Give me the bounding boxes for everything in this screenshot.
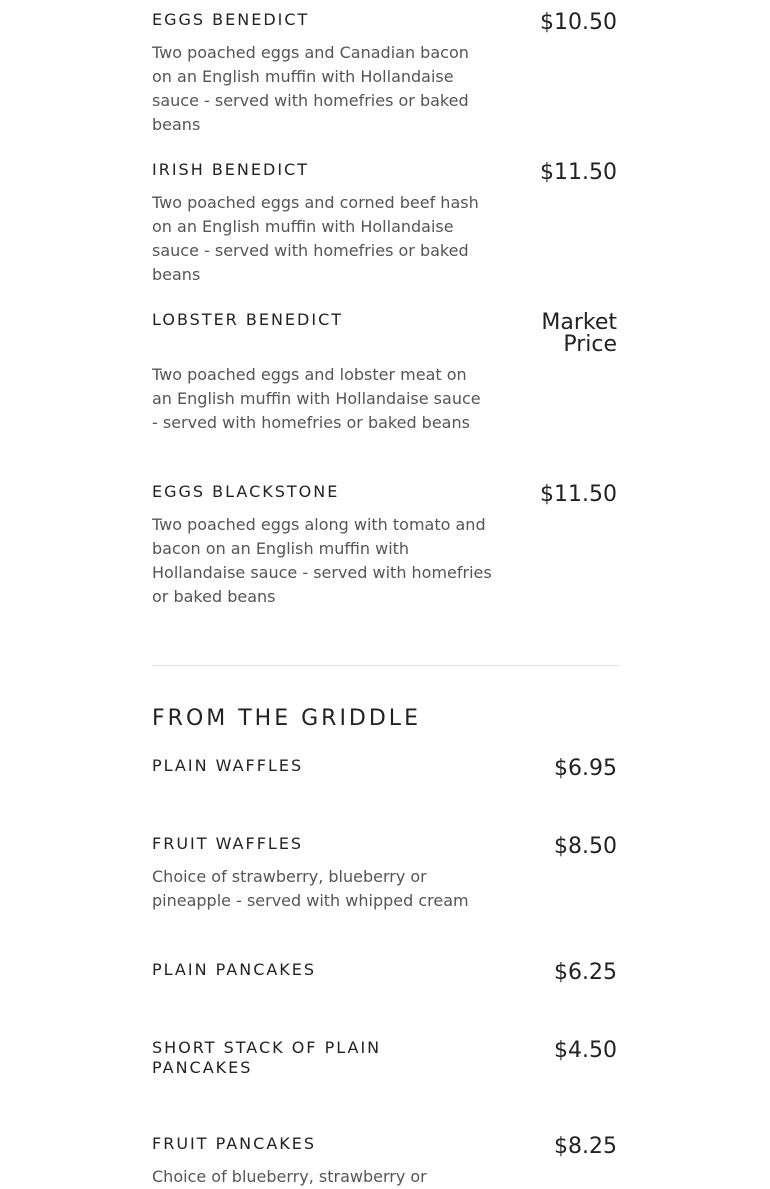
item-description: Two poached eggs along with tomato and bacon on an English muffin with Hollandaise sauce - served with homefries or baked beans xyxy=(152,515,492,606)
item-price: $11.50 xyxy=(540,482,617,507)
item-name: PLAIN WAFFLES xyxy=(152,756,304,775)
item-description: Two poached eggs and lobster meat on an English muffin with Hollandaise sauce - served with homefries or baked beans xyxy=(152,365,481,432)
item-name: IRISH BENEDICT xyxy=(152,160,309,179)
item-price: $6.95 xyxy=(554,756,617,781)
item-price: $4.50 xyxy=(554,1038,617,1063)
item-price: $10.50 xyxy=(540,10,617,35)
item-price: $6.25 xyxy=(554,960,617,985)
menu-item xyxy=(152,834,618,914)
item-name: FRUIT WAFFLES xyxy=(152,834,304,853)
item-description: Two poached eggs and corned beef hash on an English muffin with Hollandaise sauce - served with homefries or baked beans xyxy=(152,193,479,284)
menu-item xyxy=(152,756,618,796)
menu-item xyxy=(152,160,618,284)
menu-item xyxy=(152,1134,618,1186)
menu-item xyxy=(152,482,618,617)
menu-item xyxy=(152,1038,618,1088)
section-divider xyxy=(152,665,618,666)
item-price: Market Price xyxy=(541,310,617,357)
section-title: FROM THE GRIDDLE xyxy=(152,706,421,731)
item-price: $11.50 xyxy=(540,160,617,185)
item-description: Choice of strawberry, blueberry or pineapple - served with whipped cream xyxy=(152,867,469,910)
item-description: Choice of blueberry, strawberry or xyxy=(152,1167,427,1186)
item-price: $8.25 xyxy=(554,1134,617,1159)
menu-item xyxy=(152,10,618,134)
item-name: SHORT STACK OF PLAIN PANCAKES xyxy=(152,1038,382,1077)
item-description: Two poached eggs and Canadian bacon on an English muffin with Hollandaise sauce - served with homefries or baked beans xyxy=(152,43,469,134)
item-name: FRUIT PANCAKES xyxy=(152,1134,317,1153)
item-name: EGGS BENEDICT xyxy=(152,10,310,29)
menu-item xyxy=(152,310,618,440)
item-name: EGGS BLACKSTONE xyxy=(152,482,340,501)
menu-item xyxy=(152,960,618,1000)
item-name: PLAIN PANCAKES xyxy=(152,960,317,979)
item-price: $8.50 xyxy=(554,834,617,859)
item-name: LOBSTER BENEDICT xyxy=(152,310,344,329)
